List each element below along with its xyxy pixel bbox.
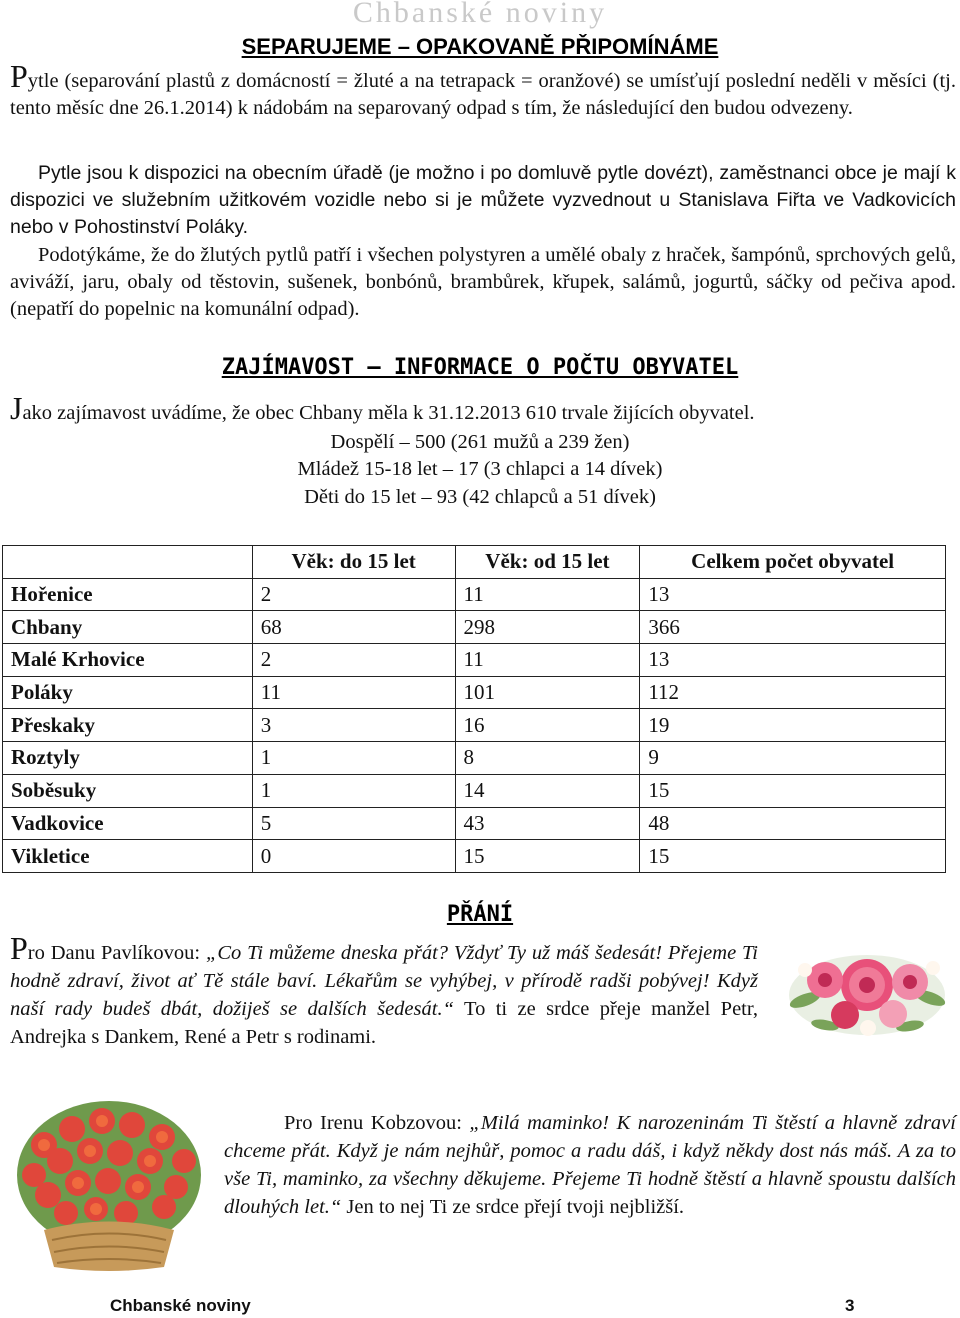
cell: 13 [640, 578, 946, 611]
cell: 3 [252, 709, 455, 742]
table-row [3, 676, 946, 709]
table-row [3, 709, 946, 742]
prani-heading: PŘÁNÍ [446, 902, 514, 927]
youth-line: Mládež 15-18 let – 17 (3 chlapci a 14 dívek) [297, 458, 663, 480]
table-row [3, 578, 946, 611]
wish-poem: „Milá maminko! K narozeninám Ti štěstí a hlavně zdraví chceme přát. Když je nám nejhůř, pomoc a radu dáš, i když někdy dost nás máš. A za to vše Ti, maminko, za všechny děkujeme. Přejeme Ti hodně štěstí a hlavně spoustu dalších dlouhých let.“ [224, 1112, 956, 1218]
village-name: Roztyly [3, 742, 253, 775]
cell: 16 [455, 709, 640, 742]
cell: 43 [455, 807, 640, 840]
cell: 15 [640, 774, 946, 807]
table-row [3, 611, 946, 644]
cell: 14 [455, 774, 640, 807]
cell: 11 [455, 644, 640, 677]
cell: 0 [252, 840, 455, 873]
separ-p1-text: ytle (separování plastů z domácností = žluté a na tetrapack = oranžové) se umísťují poslední neděli v měsíci (tj. tento měsíc dne 26.1.2014) k nádobám na separovaný odpad s tím, že následující den budou odvezeny. [10, 70, 956, 119]
cell: 8 [455, 742, 640, 775]
population-table [2, 545, 946, 873]
table-row [3, 742, 946, 775]
wish-tail: Jen to nej Ti ze srdce přejí tvoji nejbližší. [341, 1196, 685, 1218]
village-name: Malé Krhovice [3, 644, 253, 677]
table-row [3, 840, 946, 873]
separ-paragraph-1 [10, 58, 956, 122]
cell: 366 [640, 611, 946, 644]
children-line: Děti do 15 let – 93 (42 chlapců a 51 dívek) [304, 486, 656, 508]
zaj-paragraph-1 [10, 390, 956, 427]
zaj-heading: ZAJÍMAVOST – INFORMACE O POČTU OBYVATEL [221, 355, 739, 380]
rose-basket-image [14, 1095, 204, 1275]
cell: 11 [455, 578, 640, 611]
zaj-p1-text: ako zajímavost uvádíme, že obec Chbany měla k 31.12.2013 610 trvale žijících obyvatel. [22, 402, 755, 424]
village-name: Přeskaky [3, 709, 253, 742]
header-cell: Věk: od 15 let [455, 546, 640, 579]
cell: 1 [252, 774, 455, 807]
village-name: Hořenice [3, 578, 253, 611]
drop-cap: J [10, 390, 23, 426]
header-cell: Věk: do 15 let [252, 546, 455, 579]
cell: 15 [640, 840, 946, 873]
cell: 11 [252, 676, 455, 709]
village-name: Vadkovice [3, 807, 253, 840]
cell: 48 [640, 807, 946, 840]
table-row [3, 807, 946, 840]
wish-irenu [224, 1109, 956, 1221]
cell: 2 [252, 644, 455, 677]
wish-lead: Pro Irenu Kobzovou: [284, 1112, 470, 1134]
table-row [3, 644, 946, 677]
village-name: Vikletice [3, 840, 253, 873]
cell: 68 [252, 611, 455, 644]
separ-paragraph-2: Pytle jsou k dispozici na obecním úřadě (je možno i po domluvě pytle dovézt), zaměstnanci obce je mají k dispozici ve služebním užitkovém vozidle nebo si je můžete vyzvednout u Stanislava Fiřta ve Vadkovicích nebo v Pohostinství Poláky. [10, 162, 956, 238]
cell: 2 [252, 578, 455, 611]
village-name: Poláky [3, 676, 253, 709]
header-cell: Celkem počet obyvatel [640, 546, 946, 579]
wish-tail: To ti ze srdce přeje manžel Petr, Andrejka s Dankem, René a Petr s rodinami. [10, 998, 758, 1048]
flower-bouquet-image [785, 940, 950, 1040]
village-name: Chbany [3, 611, 253, 644]
cell: 13 [640, 644, 946, 677]
cell: 101 [455, 676, 640, 709]
page-number: 3 [845, 1296, 855, 1315]
cell: 112 [640, 676, 946, 709]
masthead: Chbanské noviny [352, 0, 608, 29]
cell: 19 [640, 709, 946, 742]
header-cell [3, 546, 253, 579]
separ-paragraph-3: Podotýkáme, že do žlutých pytlů patří i všechen polystyren a umělé obaly z hraček, šampónů, sprchových gelů, aviváží, jaru, obaly od těstovin, sušenek, bonbónů, brambůrek, křupek, salámů, jogurtů, sáčky od pečiva apod. (nepatří do popelnic na komunální odpad). [10, 244, 956, 320]
cell: 15 [455, 840, 640, 873]
adults-line: Dospělí – 500 (261 mužů a 239 žen) [330, 431, 630, 453]
village-name: Soběsuky [3, 774, 253, 807]
footer-title: Chbanské noviny [110, 1296, 251, 1315]
wish-danu [10, 930, 758, 1051]
cell: 1 [252, 742, 455, 775]
table-header-row [3, 546, 946, 579]
separ-heading: SEPARUJEME – OPAKOVANĚ PŘIPOMÍNÁME [241, 34, 719, 59]
drop-cap: P [10, 930, 28, 966]
wish-poem: „Co Ti můžeme dneska přát? Vždyť Ty už máš šedesát! Přejeme Ti hodně zdraví, život ať Tě stále baví. Lékařům se vyhýbej, v přírodě radši pobývej! Když naší rady budeš dbát, dožiješ se dalších šedesát.“ [10, 942, 758, 1020]
table-row [3, 774, 946, 807]
cell: 9 [640, 742, 946, 775]
drop-cap: P [10, 58, 28, 94]
cell: 5 [252, 807, 455, 840]
wish-lead: ro Danu Pavlíkovou: [27, 942, 206, 964]
cell: 298 [455, 611, 640, 644]
